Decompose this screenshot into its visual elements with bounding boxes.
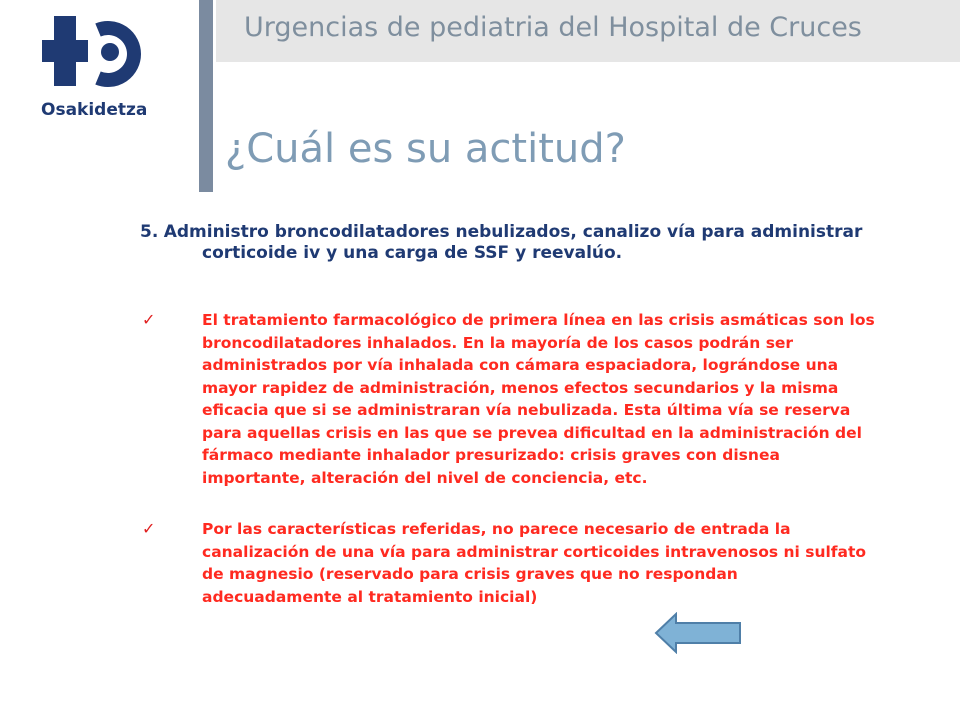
slide-title: ¿Cuál es su actitud? xyxy=(225,126,626,172)
back-arrow-icon[interactable] xyxy=(654,612,744,654)
bullet-text: Por las características referidas, no parece necesario de entrada la canalización de una vía para administrar corticoides intravenosos ni sulfato de magnesio (reservado para crisis graves que no respondan adecuadamente al tratamiento inicial) xyxy=(202,520,867,606)
question-text: Administro broncodilatadores nebulizados, canalizo vía para administrar corticoide iv y una carga de SSF y reevalúo. xyxy=(163,222,863,263)
vertical-bar xyxy=(199,0,213,192)
bullet-text: El tratamiento farmacológico de primera línea en las crisis asmáticas son los broncodilatadores inhalados. En la mayoría de los casos podrán ser administrados por vía inhalada con cámara espaciadora, lográndose una mayor rapidez de administración, menos efectos secundarios y la misma eficacia que si se administraran vía nebulizada. Esta última vía se reserva para aquellas crisis en las que se prevea dificultad en la administración del fármaco mediante inhalador presurizado: crisis graves con disnea importante, alteración del nivel de conciencia, etc. xyxy=(202,311,875,487)
question xyxy=(140,222,910,264)
check-icon: ✓ xyxy=(142,519,156,538)
check-icon: ✓ xyxy=(142,310,156,329)
logo-text: Osakidetza xyxy=(41,100,148,120)
question-number: 5. xyxy=(140,222,159,242)
osakidetza-logo-icon xyxy=(40,14,160,94)
header-title: Urgencias de pediatria del Hospital de Cruces xyxy=(244,12,862,43)
